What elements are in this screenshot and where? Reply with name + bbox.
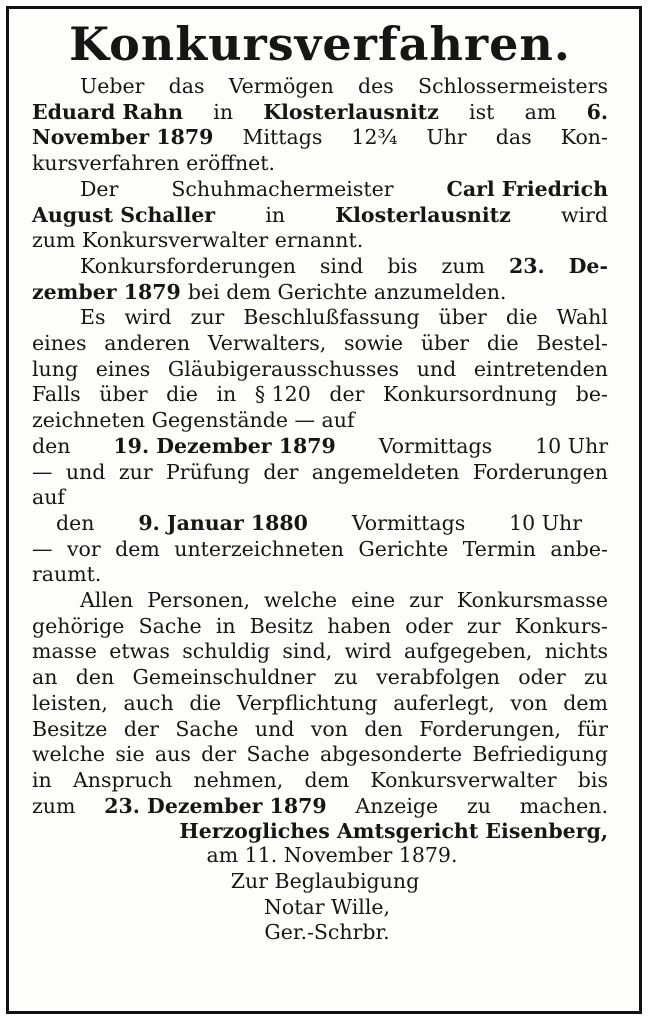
text-word: unterzeichneten bbox=[174, 536, 344, 561]
text-word: in bbox=[213, 99, 234, 124]
text-word: August Schaller bbox=[32, 202, 216, 227]
text-word: 10 Uhr bbox=[535, 433, 608, 458]
text-word: die bbox=[189, 690, 222, 715]
text-word: Wahl bbox=[556, 305, 608, 330]
text-word: über bbox=[99, 382, 148, 407]
text-word: dem bbox=[115, 536, 160, 561]
text-line bbox=[32, 665, 608, 691]
signature-block bbox=[32, 843, 608, 946]
text-word: Forderungen bbox=[472, 459, 608, 484]
text-word: zeichneten Gegenstände — auf bbox=[32, 408, 355, 433]
text-word: 12¾ bbox=[351, 125, 398, 150]
text-word: bis bbox=[577, 767, 608, 792]
text-word: lung bbox=[32, 356, 79, 381]
text-word: Ueber bbox=[80, 74, 145, 98]
text-word: Anzeige bbox=[355, 793, 439, 818]
text-word: Mittags bbox=[242, 125, 323, 150]
text-word: zur bbox=[409, 588, 443, 613]
text-line bbox=[32, 280, 608, 306]
text-word: in bbox=[215, 613, 236, 638]
text-word: den bbox=[32, 433, 71, 458]
text-line bbox=[32, 588, 608, 614]
text-word: in bbox=[32, 767, 52, 792]
text-word: den bbox=[364, 716, 403, 741]
text-word: zum bbox=[441, 253, 485, 278]
text-word: Kon- bbox=[560, 125, 608, 150]
text-line bbox=[32, 742, 608, 768]
signature-date: am 11. November 1879. bbox=[206, 843, 458, 868]
text-word: der bbox=[123, 716, 159, 741]
text-word: — bbox=[32, 536, 53, 561]
text-word: Konkursmasse bbox=[456, 588, 608, 613]
text-line bbox=[32, 203, 608, 229]
text-line bbox=[32, 614, 608, 640]
text-word: be- bbox=[575, 382, 608, 407]
text-word: sind, bbox=[282, 639, 333, 664]
text-word: Vormittags bbox=[378, 433, 493, 458]
text-word: Uhr bbox=[426, 125, 467, 150]
text-word: den bbox=[56, 510, 95, 535]
text-line bbox=[32, 382, 608, 408]
text-word: zur bbox=[118, 459, 153, 484]
text-line bbox=[32, 331, 608, 357]
notice-document bbox=[32, 16, 608, 946]
text-word: Bestel- bbox=[536, 331, 608, 356]
text-word: Konkursverwalter bbox=[370, 767, 557, 792]
text-line bbox=[32, 511, 608, 537]
text-word: zu bbox=[583, 665, 608, 690]
text-word: Forderungen, bbox=[419, 716, 561, 741]
text-line bbox=[32, 794, 608, 820]
text-word: Termin bbox=[462, 536, 536, 561]
text-word: auferlegt, bbox=[393, 690, 495, 715]
text-word: in bbox=[216, 382, 237, 407]
text-word: angemeldeten bbox=[311, 459, 460, 484]
text-word: Vormittags bbox=[351, 510, 466, 535]
text-word: Es bbox=[80, 305, 106, 330]
text-word: Vermögen bbox=[228, 74, 334, 98]
text-word: Konkursforderungen bbox=[80, 253, 296, 278]
text-word: oder bbox=[405, 613, 453, 638]
text-word: in bbox=[265, 202, 286, 227]
text-line bbox=[32, 434, 608, 460]
text-word: 6. bbox=[586, 99, 608, 124]
text-word: Schuhmachermeister bbox=[171, 176, 394, 201]
text-word: ist bbox=[469, 99, 495, 124]
text-word: an bbox=[32, 665, 58, 690]
text-word: zum Konkursverwalter ernannt. bbox=[32, 228, 364, 253]
text-word: oder bbox=[518, 665, 566, 690]
text-word: eines bbox=[32, 331, 87, 356]
text-word: die bbox=[166, 382, 198, 407]
text-word: das bbox=[495, 125, 532, 150]
text-line bbox=[32, 125, 608, 151]
text-line bbox=[32, 228, 608, 254]
text-word: wird bbox=[344, 639, 392, 664]
text-word: der bbox=[201, 742, 237, 767]
text-line bbox=[32, 305, 608, 331]
text-word: Schlossermeisters bbox=[418, 74, 608, 98]
text-word: eintretenden bbox=[473, 356, 608, 381]
text-word: abgesonderte bbox=[319, 742, 463, 767]
text-word: wird bbox=[560, 202, 608, 227]
text-word: Sache bbox=[138, 613, 202, 638]
notice-body bbox=[32, 74, 608, 845]
text-word: über bbox=[438, 305, 487, 330]
text-word: welche bbox=[32, 742, 106, 767]
text-word: Verwalters, bbox=[207, 331, 327, 356]
text-line bbox=[32, 100, 608, 126]
text-word: verabfolgen bbox=[376, 665, 500, 690]
text-line bbox=[32, 691, 608, 717]
text-word: Beschlußfassung bbox=[243, 305, 420, 330]
text-word: Der bbox=[80, 176, 119, 201]
text-word: November 1879 bbox=[32, 125, 214, 150]
text-word: haben bbox=[327, 613, 392, 638]
text-word: und bbox=[65, 459, 106, 484]
text-word: Klosterlausnitz bbox=[263, 99, 439, 124]
text-word: und bbox=[254, 716, 295, 741]
text-word: des bbox=[358, 74, 394, 98]
text-word: De- bbox=[568, 253, 608, 278]
text-word: Eduard Rahn bbox=[32, 99, 184, 124]
text-word: Besitz bbox=[249, 613, 314, 638]
text-word: am bbox=[524, 99, 557, 124]
text-line bbox=[32, 768, 608, 794]
text-word: Befriedigung bbox=[472, 742, 608, 767]
text-word: 23. bbox=[508, 253, 545, 278]
text-word: Klosterlausnitz bbox=[335, 202, 511, 227]
text-word: 9. Januar 1880 bbox=[138, 510, 308, 535]
text-word: über bbox=[420, 331, 470, 356]
text-word: sie bbox=[115, 742, 145, 767]
text-word: raumt. bbox=[32, 562, 102, 587]
text-word: masse bbox=[32, 639, 97, 664]
text-word: aufgegeben, bbox=[403, 639, 533, 664]
text-word: Carl Friedrich bbox=[446, 176, 608, 201]
text-word: der bbox=[263, 459, 299, 484]
text-line bbox=[32, 254, 608, 280]
text-word: zu bbox=[466, 793, 491, 818]
text-word: bei dem Gerichte anzumelden. bbox=[187, 279, 507, 304]
text-word: Personen, bbox=[147, 588, 250, 613]
text-line bbox=[32, 177, 608, 203]
text-word: das bbox=[168, 74, 205, 98]
text-line bbox=[32, 562, 608, 588]
text-word: für bbox=[577, 716, 608, 741]
text-word: anderen bbox=[104, 331, 191, 356]
text-word: 23. Dezember 1879 bbox=[104, 793, 327, 818]
text-word: etwas bbox=[109, 639, 170, 664]
text-word: welche bbox=[264, 588, 338, 613]
text-word: eines bbox=[95, 356, 151, 381]
text-word: 10 Uhr bbox=[509, 510, 582, 535]
text-line bbox=[32, 151, 608, 177]
text-word: und bbox=[416, 356, 457, 381]
text-word: Konkursordnung bbox=[382, 382, 558, 407]
text-line bbox=[32, 485, 608, 511]
text-word: nichts bbox=[544, 639, 608, 664]
text-word: von bbox=[510, 690, 548, 715]
text-word: machen. bbox=[519, 793, 608, 818]
text-word: schuldig bbox=[182, 639, 270, 664]
text-word: gehörige bbox=[32, 613, 125, 638]
text-word: anbe- bbox=[550, 536, 608, 561]
text-word: auch bbox=[123, 690, 174, 715]
text-word: zember 1879 bbox=[32, 279, 181, 304]
text-line bbox=[32, 537, 608, 563]
text-word: kursverfahren eröffnet. bbox=[32, 151, 276, 176]
text-word: Gläubigerausschusses bbox=[167, 356, 400, 381]
text-word: zur bbox=[466, 613, 501, 638]
text-word: nehmen, bbox=[193, 767, 284, 792]
text-word: Prüfung bbox=[166, 459, 250, 484]
text-line bbox=[32, 357, 608, 383]
text-word: dem bbox=[563, 690, 608, 715]
text-word: die bbox=[486, 331, 519, 356]
text-word: bis bbox=[387, 253, 418, 278]
text-word: Konkurs- bbox=[514, 613, 608, 638]
text-word: eine bbox=[351, 588, 396, 613]
text-line bbox=[32, 408, 608, 434]
text-word: Sache bbox=[246, 742, 310, 767]
text-word: Anspruch bbox=[72, 767, 173, 792]
signature-role: Ger.-Schrbr. bbox=[264, 920, 390, 945]
text-word: Sache bbox=[175, 716, 239, 741]
text-line bbox=[32, 819, 608, 845]
notice-title: Konkursverfahren. bbox=[69, 17, 571, 71]
text-word: wird bbox=[124, 305, 172, 330]
text-word: — bbox=[32, 459, 53, 484]
text-word: zum bbox=[32, 793, 76, 818]
text-word: von bbox=[310, 716, 348, 741]
text-word: zu bbox=[333, 665, 358, 690]
text-word: leisten, bbox=[32, 690, 108, 715]
text-word: vor bbox=[66, 536, 101, 561]
text-line bbox=[32, 460, 608, 486]
text-word: der bbox=[329, 382, 365, 407]
text-word: sind bbox=[319, 253, 364, 278]
text-word: Allen bbox=[80, 588, 134, 613]
text-line bbox=[32, 74, 608, 100]
text-word: Gerichte bbox=[358, 536, 449, 561]
text-line bbox=[32, 639, 608, 665]
text-word: sowie bbox=[343, 331, 404, 356]
text-word: Verpflichtung bbox=[236, 690, 378, 715]
text-word: Gemeinschuldner bbox=[132, 665, 316, 690]
text-word: 19. Dezember 1879 bbox=[113, 433, 336, 458]
text-word: Falls bbox=[32, 382, 81, 407]
text-line bbox=[32, 717, 608, 743]
text-word: auf bbox=[32, 485, 66, 510]
text-word: zur bbox=[190, 305, 225, 330]
text-word: dem bbox=[304, 767, 350, 792]
text-word: die bbox=[505, 305, 538, 330]
text-word: § 120 bbox=[254, 382, 311, 407]
text-word: den bbox=[75, 665, 115, 690]
signature-name: Notar Wille, bbox=[263, 894, 391, 919]
text-word: aus bbox=[154, 742, 191, 767]
text-word: Herzogliches Amtsgericht Eisenberg, bbox=[179, 819, 608, 844]
text-word: Besitze bbox=[32, 716, 108, 741]
signature-certification: Zur Beglaubigung bbox=[230, 868, 420, 893]
